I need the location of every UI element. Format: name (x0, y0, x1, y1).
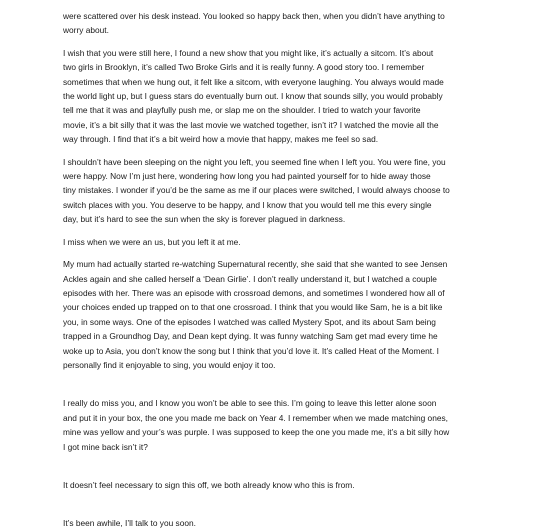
paragraph-sleeping (63, 155, 515, 227)
text-line: tell me that it was and playfully push me, or slap me on the shoulder. I tried to watch your favorite (63, 105, 421, 116)
text-line: episodes with her. There was an episode with crossroad demons, and sometimes I wondered how all of (63, 287, 445, 298)
text-line: worry about. (63, 25, 109, 36)
text-line: woke up to Asia, you don’t know the song but I think that you’d love it. It’s called Heat of the Moment. I (63, 345, 439, 356)
text-line: mine was yellow and your’s was purple. I was supposed to keep the one you made me, it’s a bit silly how (63, 427, 450, 438)
text-line: It doesn’t feel necessary to sign this off, we both already know who this is from. (63, 479, 355, 490)
paragraph-sign-off (63, 478, 515, 492)
paragraph-box (63, 396, 515, 454)
paragraph-closing (63, 516, 515, 530)
text-line: Ackles again and she called herself a ‘Dean Girlie’. I don’t really understand it, but I watched a couple (63, 273, 437, 284)
text-line: personally find it enjoyable to sing, you would enjoy it too. (63, 359, 276, 370)
text-line: I shouldn’t have been sleeping on the night you left, you seemed fine when I left you. You were fine, you (63, 156, 446, 167)
text-line: were happy. Now I’m just here, wondering how long you had painted yourself for to hide away those (63, 171, 431, 182)
text-line: I miss when we were an us, but you left it at me. (63, 236, 241, 247)
text-line: tiny mistakes. I wonder if you’d be the same as me if our places were switched, I would always choose to (63, 185, 450, 196)
paragraph-supernatural (63, 257, 515, 372)
text-line: I wish that you were still here, I found a new show that you might like, it’s actually a sitcom. It’s about (63, 47, 434, 58)
text-line: were scattered over his desk instead. You looked so happy back then, when you didn’t have anything to (63, 11, 445, 21)
paragraph-sitcom (63, 46, 515, 147)
text-line: sometimes that when we hung out, it felt like a sitcom, with everyone laughing. You always would made (63, 76, 444, 87)
text-line: the world light up, but I guess stars do eventually burn out. I know that sounds silly, you would probably (63, 91, 443, 102)
text-line: I got mine back isn’t it? (63, 441, 148, 452)
text-line: My mum had actually started re-watching Supernatural recently, she said that she wanted to see Jensen (63, 259, 448, 270)
text-line: It’s been awhile, I’ll talk to you soon. (63, 518, 196, 529)
paragraph-desk (63, 9, 515, 38)
text-line: your choices ended up trapped on to that one crossroad. I think that you would like Sam, he is a bit like (63, 302, 443, 313)
text-line: day, but it’s hard to see the sun when the sky is forever plagued in darkness. (63, 214, 346, 225)
paragraph-miss-us (63, 235, 515, 249)
letter-document (63, 9, 515, 531)
text-line: movie, it’s a bit silly that it was the last movie we watched together, isn’t it? I watched the movie all the (63, 119, 439, 130)
text-line: trapped in a Groundhog Day, and Dean kept dying. It was funny watching Sam get mad every time he (63, 331, 438, 342)
text-line: switch places with you. You deserve to be happy, and I know that you would tell me this every single (63, 199, 432, 210)
text-line: you, in some ways. One of the episodes I watched was called Mystery Spot, and its about Sam being (63, 316, 436, 327)
text-line: way through. I find that it’s a bit weird how a movie that happy, makes me feel so sad. (63, 134, 379, 145)
text-line: and put it in your box, the one you made me back on Year 4. I remember when we made matching ones, (63, 412, 448, 423)
text-line: I really do miss you, and I know you won’t be able to see this. I’m going to leave this letter alone soon (63, 398, 437, 409)
text-line: two girls in Brooklyn, it’s called Two Broke Girls and it is really funny. A good story too. I remember (63, 62, 425, 73)
